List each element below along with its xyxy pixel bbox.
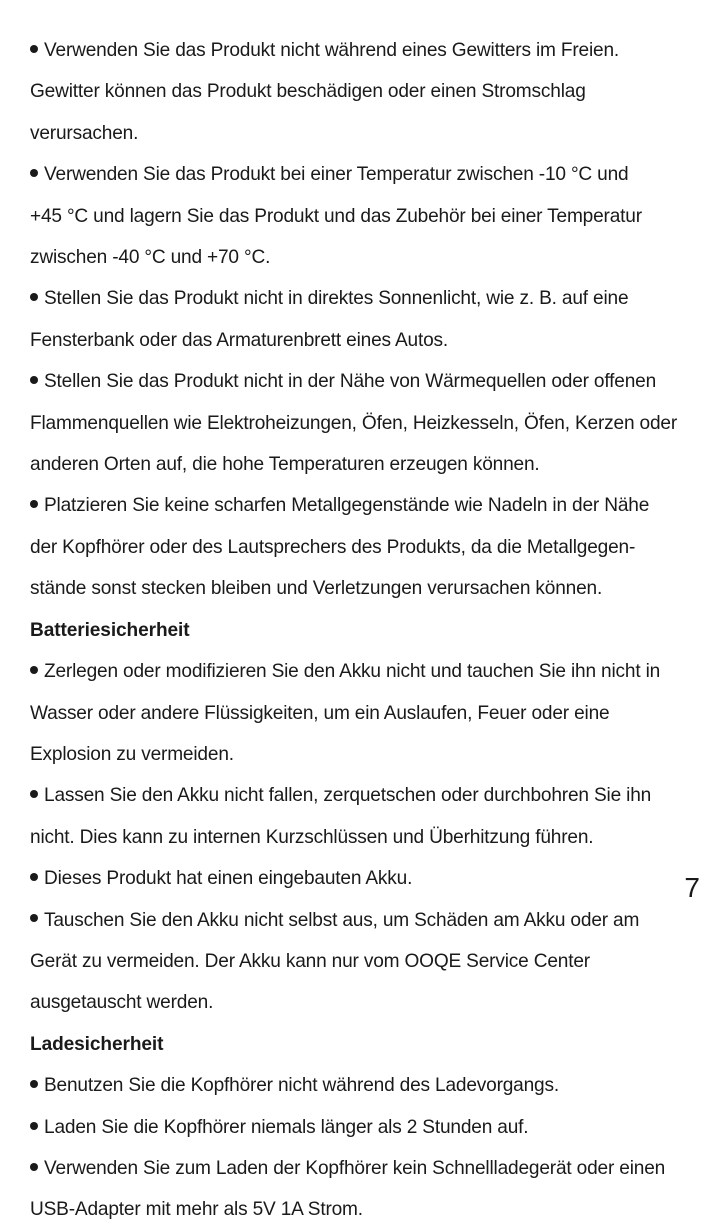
text-line [30,1148,712,1189]
text-line [30,610,712,651]
line-text: Fensterbank oder das Armaturenbrett eines Autos. [30,329,449,351]
text-line [30,651,712,692]
line-text: Platzieren Sie keine scharfen Metallgegenstände wie Nadeln in der Nähe [44,495,650,517]
line-text: Ladesicherheit [30,1033,164,1055]
line-text: nicht. Dies kann zu internen Kurzschlüssen und Überhitzung führen. [30,826,594,848]
bullet-item [30,30,712,154]
line-text: Stellen Sie das Produkt nicht in direktes Sonnenlicht, wie z. B. auf eine [44,288,629,310]
text-line [30,775,712,816]
bullet-item [30,651,712,775]
line-text: Verwenden Sie das Produkt bei einer Temperatur zwischen -10 °C und [44,164,629,186]
bullet-item [30,278,712,361]
line-text: Stellen Sie das Produkt nicht in der Nähe von Wärmequellen oder offenen [44,371,657,393]
text-line [30,1107,712,1148]
line-text: Dieses Produkt hat einen eingebauten Akku. [44,868,413,890]
line-text: Gerät zu vermeiden. Der Akku kann nur vom OOQE Service Center [30,950,590,972]
bullet-icon [30,1080,38,1088]
text-line [30,444,712,485]
text-line [30,1189,712,1230]
section-heading [30,610,712,651]
line-text: verursachen. [30,122,139,144]
bullet-item [30,775,712,858]
line-text: +45 °C und lagern Sie das Produkt und das Zubehör bei einer Temperatur [30,205,642,227]
line-text: Batteriesicherheit [30,619,190,641]
bullet-icon [30,914,38,922]
text-line [30,568,712,609]
page-number: 7 [684,872,700,903]
line-text: zwischen -40 °C und +70 °C. [30,247,271,269]
bullet-icon [30,1163,38,1171]
text-line [30,734,712,775]
text-line [30,941,712,982]
text-line [30,817,712,858]
line-text: Laden Sie die Kopfhörer niemals länger als 2 Stunden auf. [44,1116,529,1138]
line-text: Benutzen Sie die Kopfhörer nicht während des Ladevorgangs. [44,1075,559,1097]
bullet-icon [30,790,38,798]
bullet-item [30,900,712,1024]
bullet-item [30,858,712,899]
text-line [30,113,712,154]
bullet-icon [30,376,38,384]
text-line [30,278,712,319]
line-text: Verwenden Sie zum Laden der Kopfhörer kein Schnellladegerät oder einen [44,1157,666,1179]
line-text: Lassen Sie den Akku nicht fallen, zerquetschen oder durchbohren Sie ihn [44,785,652,807]
line-text: stände sonst stecken bleiben und Verletzungen verursachen können. [30,578,603,600]
bullet-icon [30,500,38,508]
text-line [30,71,712,112]
bullet-icon [30,1122,38,1130]
section-heading [30,1024,712,1065]
document-body [30,30,712,1231]
text-line [30,1024,712,1065]
text-line [30,237,712,278]
text-line [30,858,712,899]
line-text: Gewitter können das Produkt beschädigen oder einen Stromschlag [30,81,586,103]
bullet-icon [30,666,38,674]
bullet-item [30,154,712,278]
line-text: anderen Orten auf, die hohe Temperaturen erzeugen können. [30,454,540,476]
text-line [30,154,712,195]
line-text: Zerlegen oder modifizieren Sie den Akku nicht und tauchen Sie ihn nicht in [44,661,661,683]
text-line [30,403,712,444]
bullet-icon [30,873,38,881]
text-line [30,693,712,734]
line-text: Verwenden Sie das Produkt nicht während eines Gewitters im Freien. [44,40,620,61]
bullet-icon [30,293,38,301]
bullet-item [30,361,712,485]
bullet-icon [30,169,38,177]
line-text: Flammenquellen wie Elektroheizungen, Öfen, Heizkesseln, Öfen, Kerzen oder [30,412,678,434]
bullet-icon [30,45,38,53]
text-line [30,30,712,71]
line-text: ausgetauscht werden. [30,992,214,1014]
text-line [30,196,712,237]
text-line [30,982,712,1023]
line-text: der Kopfhörer oder des Lautsprechers des Produkts, da die Metallgegen- [30,536,636,558]
text-line [30,485,712,526]
bullet-item [30,485,712,609]
line-text: Explosion zu vermeiden. [30,743,234,765]
text-line [30,320,712,361]
line-text: Tauschen Sie den Akku nicht selbst aus, um Schäden am Akku oder am [44,909,640,931]
text-line [30,900,712,941]
line-text: Wasser oder andere Flüssigkeiten, um ein Auslaufen, Feuer oder eine [30,702,610,724]
bullet-item [30,1107,712,1148]
text-line [30,361,712,402]
text-line [30,527,712,568]
bullet-item [30,1065,712,1106]
bullet-item [30,1148,712,1231]
text-line [30,1065,712,1106]
line-text: USB-Adapter mit mehr als 5V 1A Strom. [30,1199,363,1221]
